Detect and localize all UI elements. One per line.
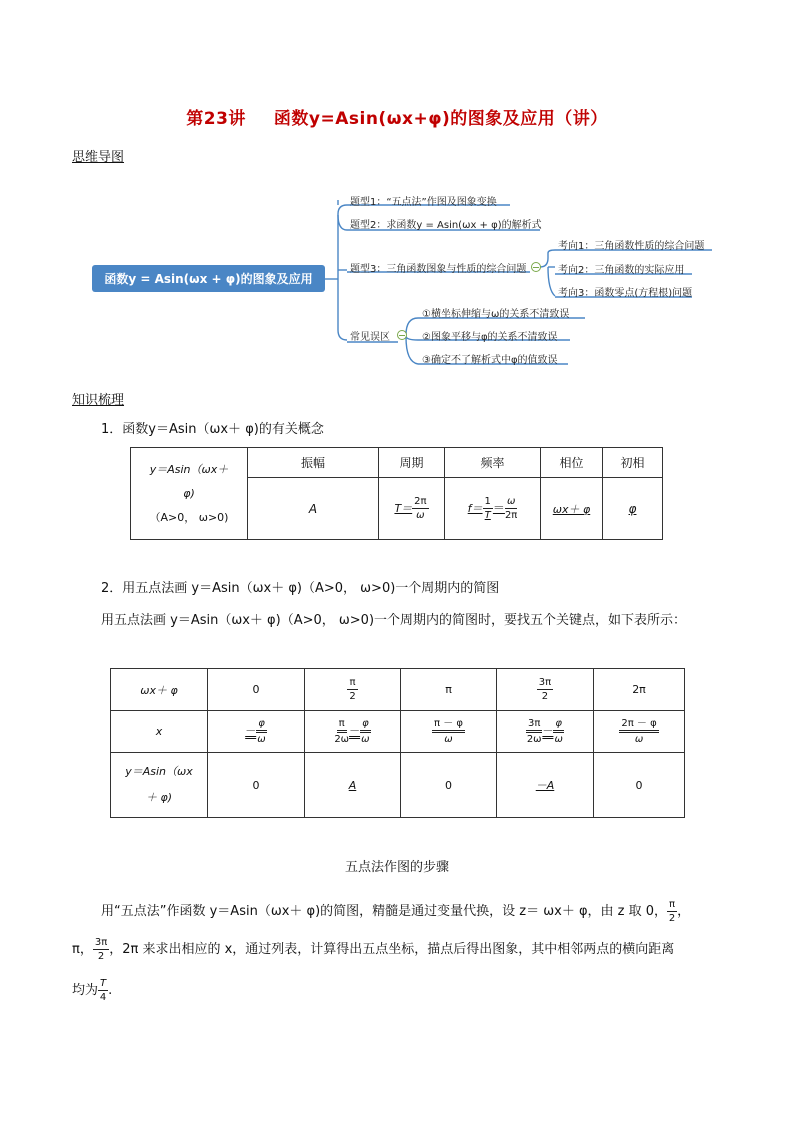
collapse-icon[interactable]: [531, 262, 541, 272]
item2-heading: 2．用五点法画 y＝Asin（ωx＋ φ)（A>0， ω>0)一个周期内的简图: [101, 581, 500, 596]
frequency-value: f＝ $\frac{1}{T}$ ＝ $\frac{\omega}{2\pi}$: [445, 478, 541, 540]
col-initial-phase: 初相: [603, 448, 663, 478]
mindmap-type3-child-1: 考向1：三角函数性质的综合问题: [558, 241, 705, 252]
mindmap-branch-mistakes: 常见误区: [350, 332, 390, 343]
mindmap-type3-child-3: 考向3：函数零点(方程根)问题: [558, 288, 693, 299]
lecture-topic: 函数y=Asin(ωx+φ)的图象及应用（讲）: [273, 109, 608, 129]
lecture-number: 第23讲: [186, 109, 246, 129]
x-cell-0: － $\frac{\varphi}{\omega}$: [208, 711, 305, 753]
five-point-table: [110, 668, 685, 818]
phase-cell-3pi-over-2: $\frac{3\pi}{2}$: [497, 669, 594, 711]
concept-table-header-left: y＝Asin（ωx＋ φ) （A>0， ω>0): [131, 448, 248, 540]
mindmap-mistake-3: ③确定不了解析式中φ的值致误: [422, 355, 558, 366]
mindmap-mistake-2: ②图象平移与φ的关系不清致误: [422, 332, 558, 343]
steps-title: 五点法作图的步骤: [344, 860, 449, 875]
y-cell-3: －A: [497, 753, 594, 818]
phase-value: ωx＋ φ: [541, 478, 603, 540]
phase-cell-2pi: 2π: [594, 669, 685, 711]
mindmap-branch-type2: 题型2：求函数y = Asin(ωx + φ)的解析式: [350, 220, 542, 231]
mindmap-mistake-1: ①横坐标伸缩与ω的关系不清致误: [422, 309, 570, 320]
y-cell-0: 0: [208, 753, 305, 818]
period-value: T＝ $\frac{2\pi}{\omega}$: [379, 478, 445, 540]
x-cell-4: $\frac{2\pi - \varphi}{\omega}$: [594, 711, 685, 753]
phase-cell-0: 0: [208, 669, 305, 711]
y-cell-4: 0: [594, 753, 685, 818]
phase-cell-pi-over-2: $\frac{\pi}{2}$: [305, 669, 401, 711]
collapse-icon[interactable]: [397, 330, 407, 340]
mindmap-branch-type3: 题型3：三角函数图象与性质的综合问题: [350, 264, 527, 275]
amplitude-value: A: [248, 478, 379, 540]
steps-line-1: 用“五点法”作函数 y＝Asin（ωx＋ φ)的简图，精髓是通过变量代换，设 z＝ ωx＋ φ，由 z 取 0， $\frac{\pi}{2}$ ，: [101, 899, 691, 924]
row-x-label: x: [111, 711, 208, 753]
item1-heading: 1．函数y＝Asin（ωx＋ φ)的有关概念: [101, 422, 324, 437]
col-phase: 相位: [541, 448, 603, 478]
mindmap-heading: 思维导图: [72, 150, 125, 165]
y-cell-1: A: [305, 753, 401, 818]
steps-line-3: 均为 $\frac{T}{4}$ .: [72, 978, 113, 1003]
mindmap-type3-child-2: 考向2：三角函数的实际应用: [558, 265, 685, 276]
x-cell-3: $\frac{3\pi}{2\omega}$ － $\frac{\varphi}{\omega}$: [497, 711, 594, 753]
phase-cell-pi: π: [401, 669, 497, 711]
mindmap-branch-type1: 题型1：“五点法”作图及图象变换: [350, 197, 497, 208]
row-phase-label: ωx＋ φ: [111, 669, 208, 711]
x-cell-2: $\frac{\pi - \varphi}{\omega}$: [401, 711, 497, 753]
item2-description: 用五点法画 y＝Asin（ωx＋ φ)（A>0， ω>0)一个周期内的简图时，要找五个关键点，如下表所示：: [101, 613, 687, 628]
row-y-label: y＝Asin（ωx ＋ φ): [111, 753, 208, 818]
initial-phase-value: φ: [603, 478, 663, 540]
steps-line-2: π， $\frac{3\pi}{2}$ ，2π 来求出相应的 x，通过列表，计算得出五点坐标，描点后得出图象，其中相邻两点的横向距离: [72, 937, 675, 962]
concept-table: [130, 447, 663, 540]
y-cell-2: 0: [401, 753, 497, 818]
mindmap-root: 函数y = Asin(ωx + φ)的图象及应用: [92, 265, 325, 292]
knowledge-heading: 知识梳理: [72, 393, 125, 408]
col-amplitude: 振幅: [248, 448, 379, 478]
col-frequency: 频率: [445, 448, 541, 478]
col-period: 周期: [379, 448, 445, 478]
x-cell-1: $\frac{\pi}{2\omega}$ － $\frac{\varphi}{\omega}$: [305, 711, 401, 753]
